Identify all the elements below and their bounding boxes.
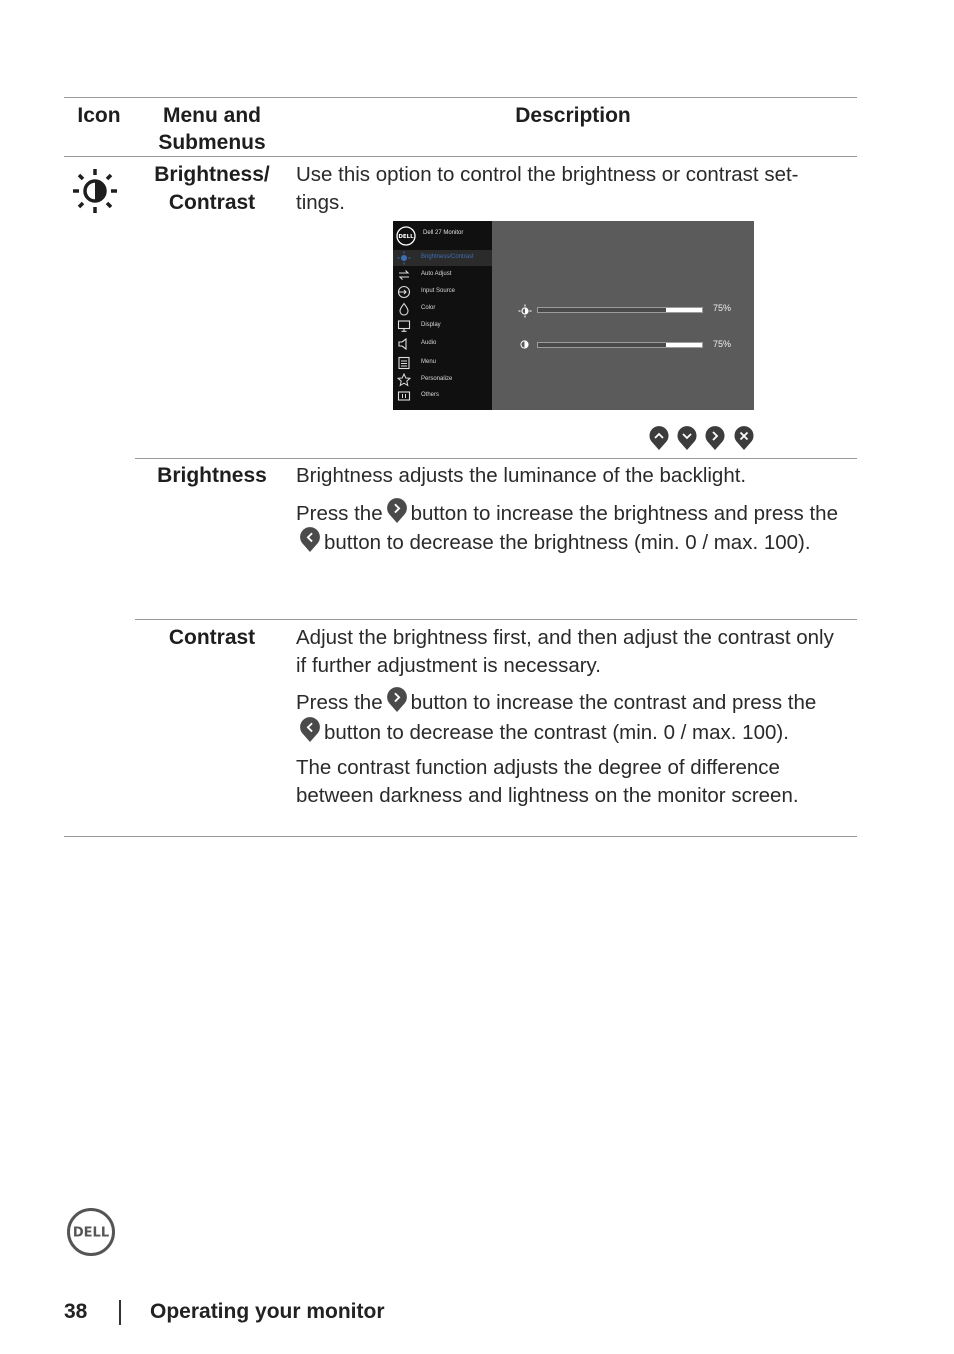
row-divider-brightness	[135, 458, 857, 459]
osd-contrast-slider[interactable]	[537, 342, 703, 348]
right-button-icon	[386, 498, 408, 524]
brightness-contrast-icon	[72, 168, 118, 214]
desc-contrast-p3: The contrast function adjusts the degree of difference between darkness and lightness on the monitor screen.	[296, 756, 799, 807]
osd-brightness-slider[interactable]	[537, 307, 703, 313]
header-icon: Icon	[77, 104, 121, 127]
osd-item-auto-adjust[interactable]	[393, 267, 492, 283]
osd-item-display[interactable]	[393, 318, 492, 334]
close-icon[interactable]	[734, 426, 754, 451]
arrows-icon	[397, 268, 411, 282]
osd-item-brightness-contrast[interactable]	[393, 250, 492, 266]
right-button-icon	[386, 687, 408, 713]
display-icon	[397, 319, 411, 333]
osd-item-input-source[interactable]	[393, 284, 492, 300]
desc-contrast-p2	[296, 687, 841, 746]
dell-footer-logo-icon	[66, 1207, 116, 1257]
desc-brightness	[296, 462, 841, 565]
osd-item-label: Input Source	[421, 288, 456, 294]
speaker-icon	[397, 337, 411, 351]
header-menu: Menu and Submenus	[158, 104, 266, 154]
others-icon	[397, 389, 411, 403]
osd-contrast-fill	[666, 343, 702, 347]
row-divider-contrast	[135, 619, 857, 620]
section-title: Operating your monitor	[150, 1300, 385, 1323]
desc-text: button to increase the brightness and press the	[410, 501, 838, 525]
osd-contrast-icon	[520, 340, 529, 349]
osd-item-others[interactable]	[393, 388, 492, 404]
desc-text: Press the	[296, 501, 383, 525]
osd-item-label: Color	[421, 305, 436, 311]
up-icon[interactable]	[649, 426, 669, 451]
droplet-icon	[397, 302, 411, 316]
page-number: 38	[64, 1300, 88, 1323]
osd-screenshot	[393, 221, 754, 410]
osd-brightness-icon	[518, 304, 532, 318]
desc-brightness-p2	[296, 498, 841, 557]
osd-item-label: Audio	[421, 340, 437, 346]
osd-item-label: Display	[421, 322, 441, 328]
desc-text: Press the	[296, 691, 383, 714]
osd-contrast-percent: 75%	[713, 339, 732, 349]
svg-text:DELL: DELL	[398, 234, 414, 241]
osd-item-color[interactable]	[393, 301, 492, 317]
svg-text:DELL: DELL	[72, 1225, 110, 1241]
menu-brightness: Brightness	[157, 464, 267, 487]
header-description: Description	[515, 104, 631, 127]
table-bottom-rule	[64, 836, 857, 837]
menu-contrast: Contrast	[168, 626, 256, 649]
desc-text: button to increase the contrast and press the	[410, 691, 817, 714]
osd-brightness-fill	[666, 308, 702, 312]
osd-item-label: Menu	[421, 359, 437, 365]
input-icon	[397, 285, 411, 299]
osd-item-personalize[interactable]	[393, 372, 492, 388]
osd-item-menu[interactable]	[393, 355, 492, 371]
menu-list-icon	[397, 356, 411, 370]
menu-brightness-contrast: Brightness/ Contrast	[154, 163, 270, 214]
osd-item-label: Brightness/Contrast	[421, 254, 474, 260]
desc-text: button to decrease the brightness (min. 0 / max. 100).	[324, 531, 811, 554]
footer-separator	[119, 1300, 121, 1325]
osd-brightness-percent: 75%	[713, 303, 732, 313]
desc-contrast	[296, 624, 841, 817]
desc-brightness-p1: Brightness adjusts the luminance of the backlight.	[296, 464, 747, 487]
osd-sidebar	[393, 221, 492, 410]
osd-item-label: Personalize	[421, 376, 453, 382]
osd-item-audio[interactable]	[393, 336, 492, 352]
osd-item-label: Auto Adjust	[421, 271, 452, 277]
header-bottom-rule	[64, 156, 857, 157]
desc-contrast-p1: Adjust the brightness first, and then adjust the contrast only if further adjustment is necessary.	[296, 626, 834, 677]
star-icon	[397, 373, 411, 387]
desc-text: button to decrease the contrast (min. 0 / max. 100).	[324, 720, 789, 744]
osd-item-label: Others	[421, 392, 440, 398]
osd-title: Dell 27 Monitor	[423, 230, 464, 236]
right-icon[interactable]	[705, 426, 725, 451]
down-icon[interactable]	[677, 426, 697, 451]
sun-icon	[397, 251, 411, 265]
left-button-icon	[299, 527, 321, 553]
table-top-rule	[64, 97, 857, 98]
left-button-icon	[299, 717, 321, 743]
desc-brightness-contrast	[296, 161, 841, 224]
desc-brightness-contrast-text: Use this option to control the brightness or contrast set-tings.	[296, 163, 799, 214]
dell-logo-icon	[396, 226, 416, 246]
